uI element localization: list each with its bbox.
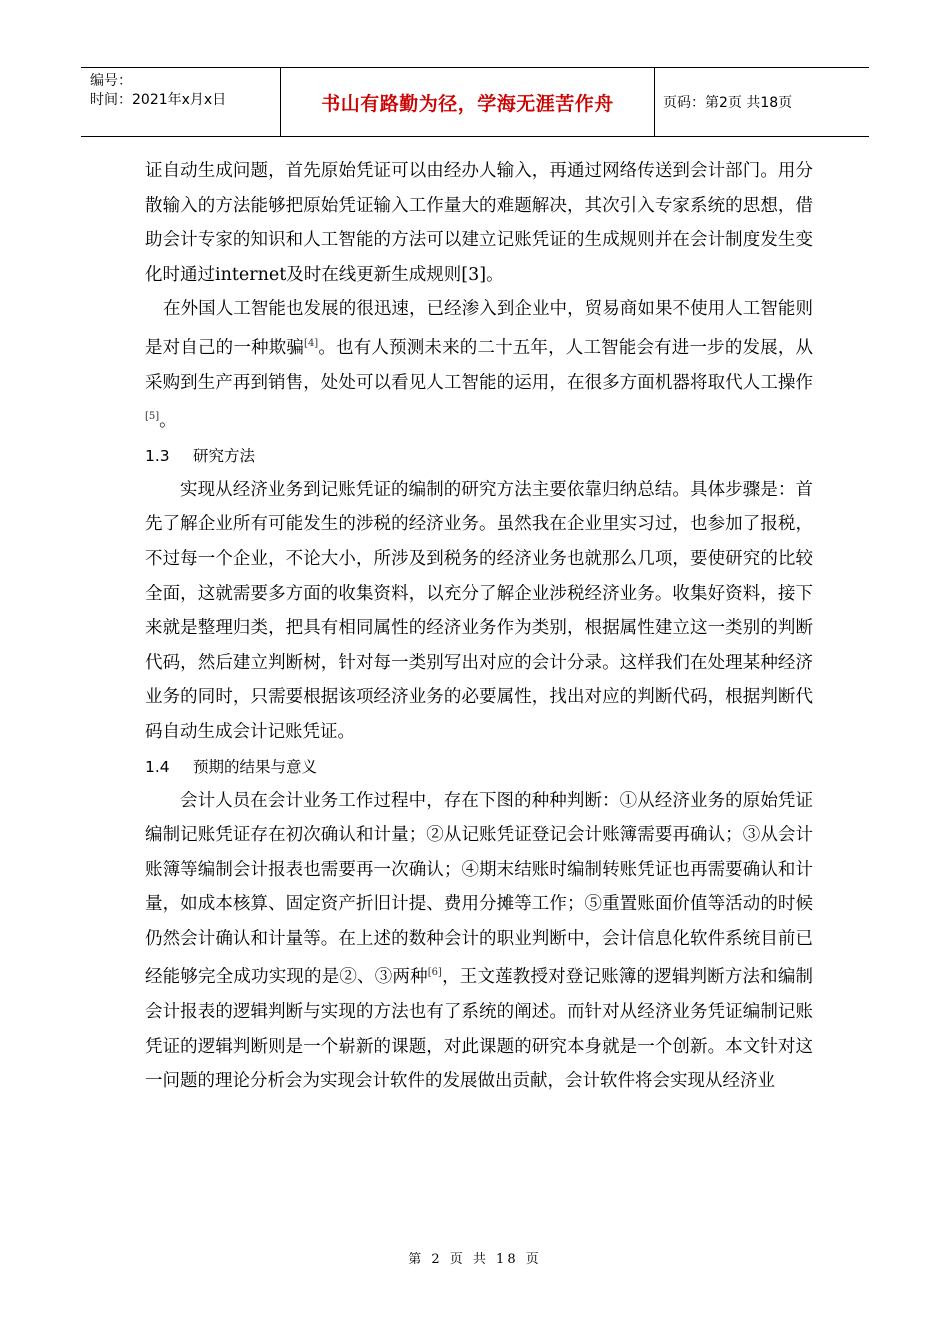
paragraph-4: [145, 784, 813, 1099]
paragraph-2-text-c: 。: [159, 411, 177, 432]
page-header: [81, 67, 869, 137]
section-number: 1.4: [145, 757, 170, 776]
document-body: [145, 154, 813, 1099]
paragraph-2: [145, 292, 813, 438]
section-title: 研究方法: [193, 446, 256, 465]
citation-6: [6]: [427, 967, 442, 979]
header-page-info: 页码：第2页 共18页: [663, 95, 793, 111]
section-heading-1-4: [145, 750, 813, 784]
doc-number-label: 编号：: [90, 73, 132, 89]
header-meta: [81, 68, 281, 136]
citation-4: [4]: [304, 337, 319, 349]
section-number: 1.3: [145, 446, 170, 465]
paragraph-1: 证自动生成问题，首先原始凭证可以由经办人输入，再通过网络传送到会计部门。用分散输入的方法能够把原始凭证输入工作量大的难题解决，其次引入专家系统的思想，借助会计专家的知识和人工智能的方法可以建立记账凭证的生成规则并在会计制度发生变化时通过internet及时在线更新生成规则[3]。: [145, 161, 813, 285]
paragraph-2-text-a: 在外国人工智能也发展的很迅速，已经渗入到企业中，贸易商如果不使用人工智能则是对自己的一种欺骗: [145, 299, 813, 358]
page-footer: 第 2 页 共 18 页: [408, 1252, 542, 1267]
header-motto: 书山有路勤为径，学海无涯苦作舟: [281, 68, 655, 136]
paragraph-4-text-b: ，王文莲教授对登记账簿的逻辑判断方法和编制会计报表的逻辑判断与实现的方法也有了系统的阐述。而针对从经济业务凭证编制记账凭证的逻辑判断则是一个崭新的课题，对此课题的研究本身就是一个创新。本文针对这一问题的理论分析会为实现会计软件的发展做出贡献，会计软件将会实现从经济业: [145, 967, 814, 1092]
doc-time-label: 时间：2021年x月x日: [90, 92, 227, 108]
section-title: 预期的结果与意义: [193, 757, 318, 776]
section-heading-1-3: [145, 439, 813, 473]
paragraph-4-text-a: 会计人员在会计业务工作过程中，存在下图的种种判断：①从经济业务的原始凭证编制记账凭证存在初次确认和计量；②从记账凭证登记会计账簿需要再确认；③从会计账簿等编制会计报表也需要再一次确认；④期末结账时编制转账凭证也再需要确认和计量，如成本核算、固定资产折旧计提、费用分摊等工作；⑤重置账面价值等活动的时候仍然会计确认和计量等。在上述的数种会计的职业判断中，会计信息化软件系统目前已经能够完全成功实现的是②、③两种: [145, 790, 813, 988]
citation-5: [5]: [145, 411, 160, 423]
paragraph-2-text-b: 。也有人预测未来的二十五年，人工智能会有进一步的发展，从采购到生产再到销售，处处可以看见人工智能的运用，在很多方面机器将取代人工操作: [145, 337, 814, 393]
paragraph-3: 实现从经济业务到记账凭证的编制的研究方法主要依靠归纳总结。具体步骤是：首先了解企业所有可能发生的涉税的经济业务。虽然我在企业里实习过，也参加了报税，不过每一个企业，不论大小，所涉及到税务的经济业务也就那么几项，要使研究的比较全面，这就需要多方面的收集资料，以充分了解企业涉税经济业务。收集好资料，接下来就是整理归类，把具有相同属性的经济业务作为类别，根据属性建立这一类别的判断代码，然后建立判断树，针对每一类别写出对应的会计分录。这样我们在处理某种经济业务的同时，只需要根据该项经济业务的必要属性，找出对应的判断代码，根据判断代码自动生成会计记账凭证。: [145, 479, 813, 742]
